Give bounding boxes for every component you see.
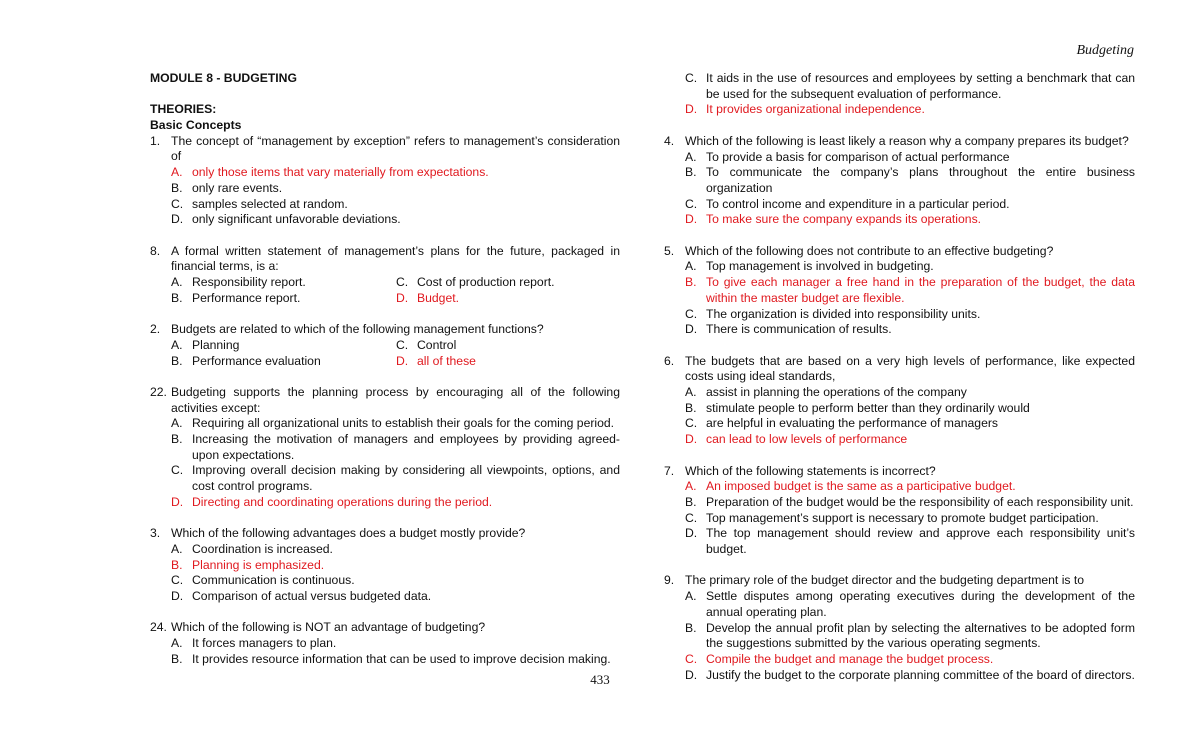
question-3 [150, 526, 620, 542]
option-text: can lead to low levels of performance [706, 432, 908, 447]
option [664, 511, 1135, 527]
option-letter: D. [396, 290, 409, 305]
option [664, 259, 1135, 275]
option-letter: B. [685, 494, 697, 509]
option [150, 652, 620, 668]
option-text: only rare events. [192, 180, 283, 195]
option-text: The top management should review and approve each responsibility unit’s budget. [706, 526, 1135, 557]
question-number: 24. [150, 620, 167, 635]
option [664, 307, 1135, 323]
option-letter: A. [685, 149, 697, 164]
question-1 [150, 134, 620, 165]
option-correct [664, 275, 1135, 306]
option-letter: A. [171, 337, 183, 352]
option-correct [664, 212, 1135, 228]
option [150, 197, 620, 213]
option-text: Top management’s support is necessary to promote budget participation. [706, 510, 1099, 525]
option [150, 416, 620, 432]
option-letter: B. [171, 651, 183, 666]
option-letter: C. [685, 651, 698, 666]
question-number: 2. [150, 322, 161, 337]
question-text: The primary role of the budget director and the budgeting department is to [685, 573, 1085, 588]
option-text: There is communication of results. [706, 322, 892, 337]
option-letter: B. [685, 620, 697, 635]
option-text: assist in planning the operations of the company [706, 385, 967, 400]
option [171, 338, 396, 354]
option-correct [150, 558, 620, 574]
option-row [150, 338, 620, 354]
question-text: Budgeting supports the planning process by encouraging all of the following activities except: [171, 384, 620, 415]
option-letter: B. [171, 353, 183, 368]
question-text: A formal written statement of management’s plans for the future, packaged in financial terms, is a: [171, 243, 620, 274]
option [664, 621, 1135, 652]
option-text: Improving overall decision making by considering all viewpoints, options, and cost control programs. [192, 463, 620, 494]
option [664, 197, 1135, 213]
left-column [150, 71, 620, 668]
question-22 [150, 385, 620, 416]
option-letter: C. [396, 337, 409, 352]
question-number: 22. [150, 384, 167, 399]
option [150, 432, 620, 463]
option-text: Settle disputes among operating executives during the development of the annual operating plan. [706, 589, 1135, 619]
option [664, 495, 1135, 511]
question-number: 3. [150, 526, 161, 541]
option-letter: A. [171, 275, 183, 290]
question-text: The concept of “management by exception” refers to management’s consideration of [171, 133, 620, 164]
module-title: MODULE 8 - BUDGETING [150, 71, 297, 85]
option-text: The organization is divided into responsibility units. [706, 306, 981, 321]
option [396, 275, 555, 291]
option-text: Top management is involved in budgeting. [706, 259, 934, 274]
option-letter: A. [171, 636, 183, 651]
option-letter: C. [685, 416, 698, 431]
option [150, 542, 620, 558]
right-column [664, 71, 1135, 683]
option [150, 181, 620, 197]
option-text: It aids in the use of resources and employees by setting a benchmark that can be used for the subsequent evaluation of performance. [706, 71, 1135, 101]
option-text: only significant unfavorable deviations. [192, 212, 401, 227]
question-4 [664, 134, 1135, 150]
option-row [150, 275, 620, 291]
running-header: Budgeting [1076, 43, 1134, 58]
option-text: Performance report. [192, 290, 301, 305]
option-text: Preparation of the budget would be the responsibility of each responsibility unit. [706, 494, 1134, 509]
option [150, 573, 620, 589]
option-letter: A. [685, 589, 697, 604]
option-correct [664, 432, 1135, 448]
option-letter: D. [685, 102, 698, 117]
option-text: Coordination is increased. [192, 541, 333, 556]
option-text: It provides organizational independence. [706, 102, 925, 117]
question-6 [664, 354, 1135, 385]
option [396, 338, 456, 354]
option [664, 150, 1135, 166]
option-letter: B. [685, 165, 697, 180]
option-letter: C. [171, 196, 184, 211]
option-text: To control income and expenditure in a particular period. [706, 196, 1010, 211]
option [171, 275, 396, 291]
option-text: Comparison of actual versus budgeted data. [192, 589, 432, 604]
option-letter: B. [171, 557, 183, 572]
option-letter: B. [685, 400, 697, 415]
option-text: Cost of production report. [417, 275, 555, 290]
option [664, 526, 1135, 557]
option-text: To give each manager a free hand in the preparation of the budget, the data within the master budget are flexible. [706, 275, 1135, 305]
option-text: Develop the annual profit plan by selecting the alternatives to be adopted form the suggestions submitted by the various operating segments. [706, 620, 1135, 651]
option-letter: A. [685, 479, 697, 494]
option-text: samples selected at random. [192, 196, 348, 211]
option-letter: A. [171, 416, 183, 431]
option [664, 165, 1135, 196]
option-letter: D. [396, 353, 409, 368]
option-text: Planning [192, 337, 240, 352]
question-text: Which of the following statements is incorrect? [685, 463, 936, 478]
option-text: It provides resource information that can be used to improve decision making. [192, 651, 611, 666]
option-text: Responsibility report. [192, 275, 306, 290]
option-text: It forces managers to plan. [192, 636, 337, 651]
option-letter: D. [685, 212, 698, 227]
option-text: are helpful in evaluating the performance of managers [706, 416, 999, 431]
option [150, 636, 620, 652]
question-text: Which of the following is least likely a reason why a company prepares its budget? [685, 133, 1129, 148]
question-text: The budgets that are based on a very high levels of performance, like expected costs using ideal standards, [685, 353, 1135, 384]
option-text: stimulate people to perform better than they ordinarily would [706, 400, 1030, 415]
question-number: 1. [150, 133, 161, 148]
question-text: Which of the following does not contribute to an effective budgeting? [685, 243, 1054, 258]
option [664, 71, 1135, 102]
option-letter: D. [171, 589, 184, 604]
option-letter: C. [171, 573, 184, 588]
option-correct [664, 479, 1135, 495]
option [150, 463, 620, 494]
option-letter: A. [685, 259, 697, 274]
option [664, 322, 1135, 338]
question-5 [664, 244, 1135, 260]
option [664, 401, 1135, 417]
option-text: Control [417, 337, 457, 352]
question-9 [664, 573, 1135, 589]
option-letter: A. [171, 165, 183, 180]
option-correct [150, 495, 620, 511]
option [664, 589, 1135, 620]
theories-heading: THEORIES: [150, 102, 217, 117]
question-text: Which of the following advantages does a budget mostly provide? [171, 526, 526, 541]
option-text: Justify the budget to the corporate planning committee of the board of directors. [706, 667, 1135, 682]
option-text: To communicate the company’s plans throughout the entire business organization [706, 165, 1135, 195]
option-letter: D. [171, 212, 184, 227]
option [171, 354, 396, 370]
option [150, 212, 620, 228]
question-8 [150, 244, 620, 275]
option-correct [396, 354, 476, 370]
option-text: An imposed budget is the same as a participative budget. [706, 479, 1016, 494]
section-heading: Basic Concepts [150, 118, 242, 133]
option-text: Budget. [417, 290, 460, 305]
option-text: Communication is continuous. [192, 573, 355, 588]
question-number: 9. [664, 573, 675, 588]
option-letter: A. [171, 541, 183, 556]
option-letter: C. [396, 275, 409, 290]
question-number: 5. [664, 243, 675, 258]
option-correct [396, 291, 459, 307]
option-letter: C. [685, 71, 698, 85]
option-text: Compile the budget and manage the budget process. [706, 651, 994, 666]
option-letter: D. [685, 322, 698, 337]
option-letter: D. [685, 667, 698, 682]
option-text: Increasing the motivation of managers and employees by providing agreed-upon expectations. [192, 432, 620, 462]
option-letter: D. [685, 432, 698, 447]
question-number: 4. [664, 133, 675, 148]
question-number: 7. [664, 463, 675, 478]
option [664, 385, 1135, 401]
option-letter: C. [171, 463, 184, 478]
option-text: all of these [417, 353, 476, 368]
option-letter: B. [171, 290, 183, 305]
option-correct [664, 652, 1135, 668]
option-text: Performance evaluation [192, 353, 321, 368]
option-text: Requiring all organizational units to establish their goals for the coming period. [192, 416, 615, 431]
option-letter: B. [171, 180, 183, 195]
option-correct [664, 102, 1135, 118]
option [171, 291, 396, 307]
option-letter: B. [685, 275, 697, 290]
option [664, 416, 1135, 432]
question-7 [664, 464, 1135, 480]
option-letter: C. [685, 306, 698, 321]
option-text: To provide a basis for comparison of actual performance [706, 149, 1010, 164]
question-text: Budgets are related to which of the following management functions? [171, 322, 544, 337]
option-letter: C. [685, 196, 698, 211]
page-number: 433 [590, 672, 610, 687]
question-number: 6. [664, 353, 675, 368]
option-letter: B. [171, 432, 183, 447]
option-text: To make sure the company expands its operations. [706, 212, 982, 227]
option-correct [150, 165, 620, 181]
option-row [150, 291, 620, 307]
option-row [150, 354, 620, 370]
question-24 [150, 620, 620, 636]
option-letter: D. [171, 494, 184, 509]
option-text: Directing and coordinating operations during the period. [192, 494, 493, 509]
option-letter: A. [685, 385, 697, 400]
option [150, 589, 620, 605]
question-number: 8. [150, 243, 161, 258]
option-text: Planning is emphasized. [192, 557, 325, 572]
option-text: only those items that vary materially from expectations. [192, 165, 489, 180]
option-letter: D. [685, 526, 698, 541]
question-2 [150, 322, 620, 338]
question-text: Which of the following is NOT an advantage of budgeting? [171, 620, 486, 635]
option-letter: C. [685, 510, 698, 525]
